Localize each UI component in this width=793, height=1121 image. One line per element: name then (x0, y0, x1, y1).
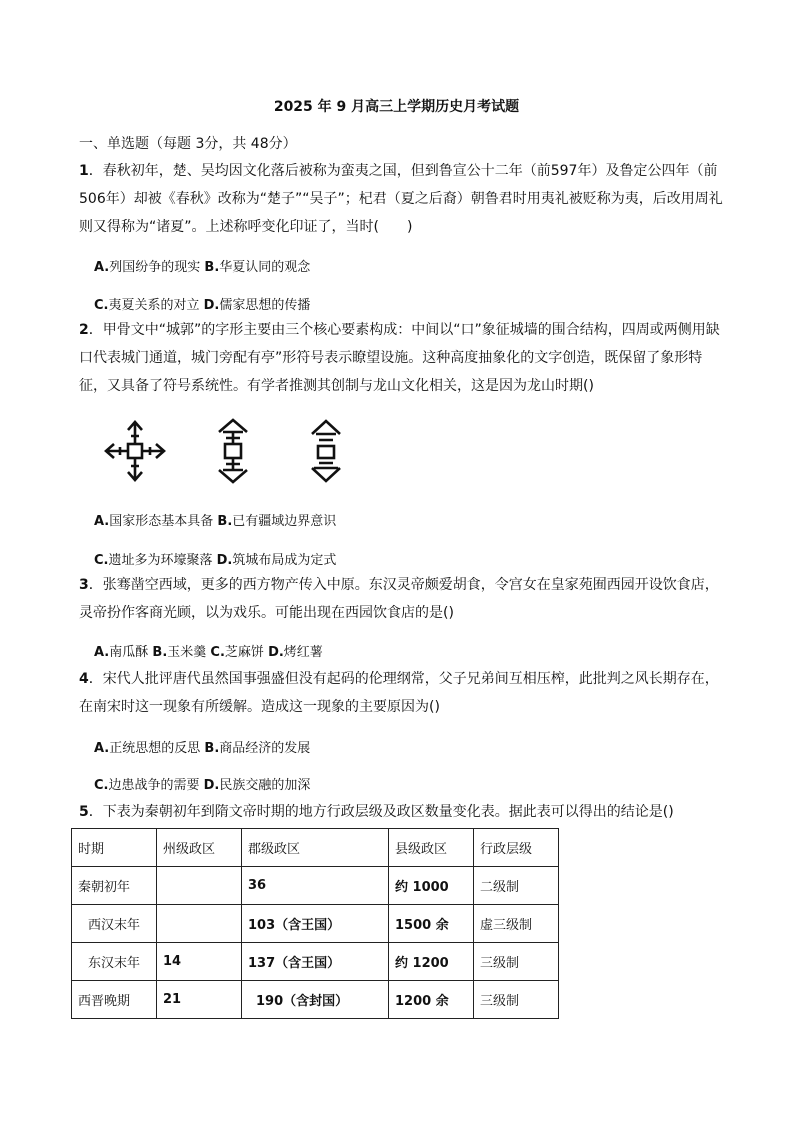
option-a: 南瓜酥 (109, 645, 149, 660)
question-text: ．甲骨文中“城郭”的字形主要由三个核心要素构成：中间以“口”象征城墙的围合结构，四周或两侧用缺口代表城门通道，城门旁配有亭”形符号表示瞭望设施。这种高度抽象化的文字创造，既保留了象形特征，又具备了符号系统性。有学者推测其创制与龙山文化相关，这是因为龙山时期() (79, 322, 720, 394)
table-header: 州级政区 (157, 829, 242, 867)
options-row (94, 510, 336, 529)
table-cell: 虚三级制 (474, 905, 559, 943)
table-header: 郡级政区 (242, 829, 389, 867)
table-cell: 秦朝初年 (72, 867, 157, 905)
table-row (72, 905, 559, 943)
table-cell: 二级制 (474, 867, 559, 905)
question-text: ．春秋初年，楚、吴均因文化落后被称为蛮夷之国，但到鲁宣公十二年（前597年）及鲁定公四年（前506年）却被《春秋》改称为“楚子”“吴子”；杞君（夏之后裔）朝鲁君时用夷礼被贬称为夷，后改用周礼则又得称为“诸夏”。上述称呼变化印证了，当时( ) (79, 163, 723, 235)
table-cell: 137（含王国） (242, 943, 389, 981)
glyph-city-two-gate-icon (215, 418, 251, 484)
table-cell: 约 1000 (389, 867, 474, 905)
table-cell: 约 1200 (389, 943, 474, 981)
option-label: D. (268, 645, 284, 660)
question-text: ．宋代人批评唐代虽然国事强盛但没有起码的伦理纲常，父子兄弟间互相压榨，此批判之风长期存在，在南宋时这一现象有所缓解。造成这一现象的主要原因为() (79, 671, 719, 715)
option-label: C. (94, 298, 109, 313)
table-header-row (72, 829, 559, 867)
table-cell: 西汉末年 (72, 905, 157, 943)
options-row (94, 549, 336, 568)
question-1 (79, 157, 724, 241)
option-c: 边患战争的需要 (108, 778, 200, 793)
option-a: 列国纷争的现实 (109, 260, 201, 275)
option-label: D. (216, 553, 233, 568)
option-label: B. (152, 645, 168, 660)
option-label: C. (94, 778, 109, 793)
table-cell: 190（含封国） (242, 981, 389, 1019)
option-d: 儒家思想的传播 (219, 298, 311, 313)
option-label: A. (94, 645, 110, 660)
table-cell (157, 905, 242, 943)
option-label: A. (94, 741, 110, 756)
question-number: 5 (79, 804, 89, 820)
table-cell: 103（含王国） (242, 905, 389, 943)
table-cell: 14 (157, 943, 242, 981)
table-cell: 东汉末年 (72, 943, 157, 981)
options-row (94, 641, 323, 660)
option-label: B. (217, 514, 233, 529)
question-3 (79, 571, 724, 627)
table-cell: 三级制 (474, 981, 559, 1019)
section-heading: 一、单选题（每题 3分，共 48分） (79, 136, 297, 152)
table-cell: 西晋晚期 (72, 981, 157, 1019)
admin-levels-table (71, 828, 559, 1019)
table-cell: 三级制 (474, 943, 559, 981)
table-header: 时期 (72, 829, 157, 867)
option-b: 玉米羹 (167, 645, 207, 660)
options-row (94, 256, 310, 275)
option-label: D. (203, 298, 220, 313)
option-d: 民族交融的加深 (219, 778, 311, 793)
option-label: B. (204, 741, 220, 756)
glyph-city-tower-icon (308, 418, 344, 484)
option-c: 芝麻饼 (224, 645, 264, 660)
question-number: 3 (79, 577, 89, 593)
question-number: 4 (79, 671, 89, 687)
glyph-city-four-gate-icon (104, 418, 166, 484)
question-number: 1 (79, 163, 89, 179)
question-text: ．张骞凿空西域，更多的西方物产传入中原。东汉灵帝颇爱胡食，令宫女在皇家苑囿西园开设饮食店，灵帝扮作客商光顾，以为戏乐。可能出现在西园饮食店的是() (79, 577, 719, 621)
question-number: 2 (79, 322, 89, 338)
option-b: 已有疆域边界意识 (232, 514, 337, 529)
page-title: 2025 年 9 月高三上学期历史月考试题 (273, 99, 520, 115)
option-label: C. (210, 645, 225, 660)
question-5 (79, 798, 724, 826)
option-label: A. (94, 260, 110, 275)
table-row (72, 981, 559, 1019)
option-b: 商品经济的发展 (219, 741, 311, 756)
question-text: ．下表为秦朝初年到隋文帝时期的地方行政层级及政区数量变化表。据此表可以得出的结论是() (88, 804, 674, 820)
table-header: 县级政区 (389, 829, 474, 867)
table-cell: 36 (242, 867, 389, 905)
table-cell: 1200 余 (389, 981, 474, 1019)
option-c: 遗址多为环壕聚落 (108, 553, 213, 568)
option-label: A. (94, 514, 110, 529)
option-b: 华夏认同的观念 (219, 260, 311, 275)
option-d: 烤红薯 (283, 645, 323, 660)
option-a: 正统思想的反思 (109, 741, 201, 756)
question-2 (79, 316, 724, 400)
option-label: C. (94, 553, 109, 568)
option-a: 国家形态基本具备 (109, 514, 214, 529)
question-4 (79, 665, 724, 721)
option-label: B. (204, 260, 220, 275)
table-header: 行政层级 (474, 829, 559, 867)
table-row (72, 943, 559, 981)
option-d: 筑城布局成为定式 (232, 553, 337, 568)
options-row (94, 294, 310, 313)
table-row (72, 867, 559, 905)
table-cell: 21 (157, 981, 242, 1019)
option-c: 夷夏关系的对立 (108, 298, 200, 313)
table-cell: 1500 余 (389, 905, 474, 943)
options-row (94, 737, 310, 756)
options-row (94, 774, 310, 793)
option-label: D. (203, 778, 220, 793)
table-cell (157, 867, 242, 905)
